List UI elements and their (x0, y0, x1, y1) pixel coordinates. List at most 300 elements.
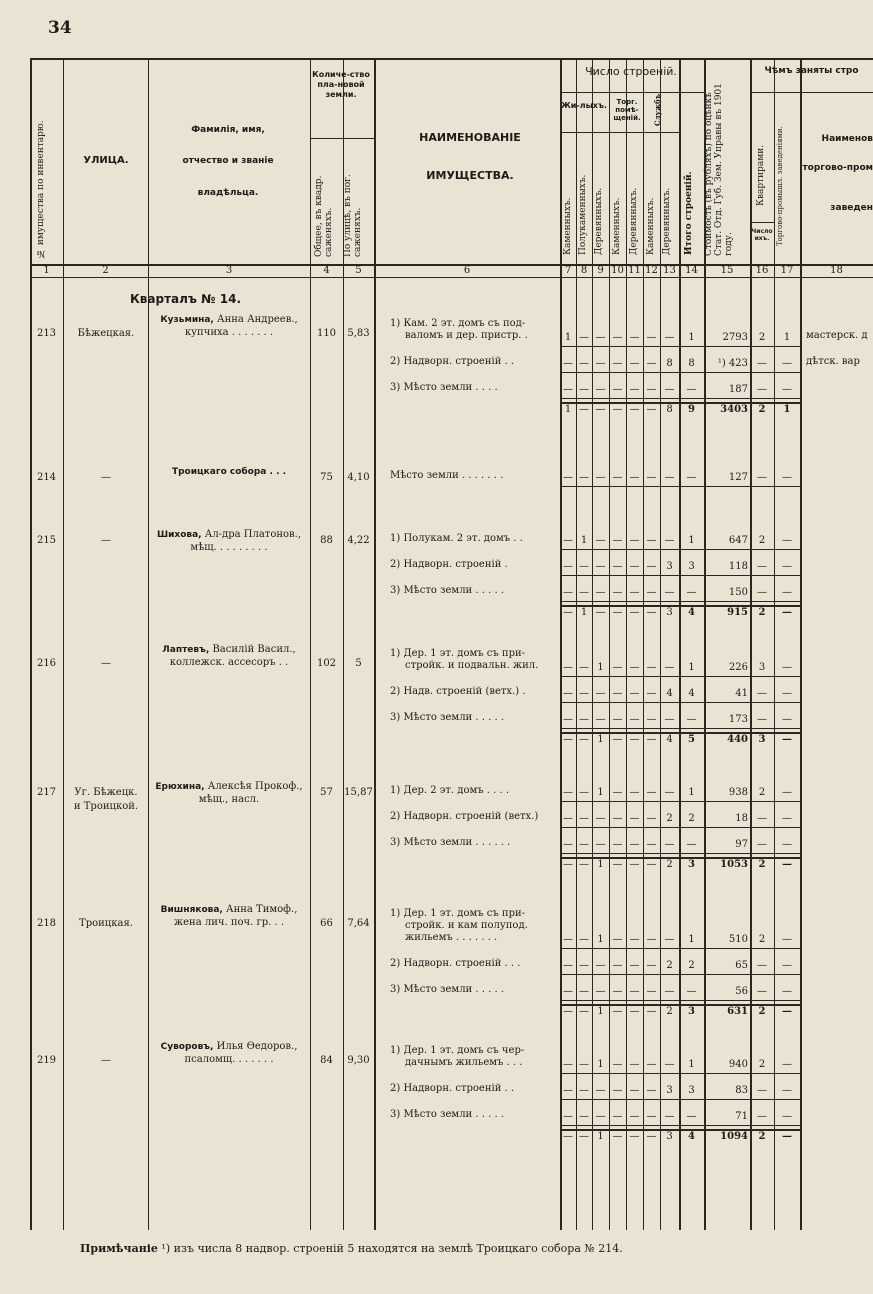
building-count: — (579, 384, 589, 395)
building-count: — (579, 839, 589, 850)
numrow-bottom-border (30, 277, 873, 278)
sum-apartments: 2 (758, 1131, 766, 1142)
grid-vline (609, 58, 610, 1230)
sum-building-count: — (612, 1131, 623, 1142)
sum-building-count: — (579, 734, 589, 745)
apartments-count: — (757, 839, 767, 850)
trade-count: — (782, 1059, 792, 1070)
column-number-13: 13 (663, 265, 676, 276)
owner-surname: Кузьмина, (160, 315, 214, 325)
building-count: — (579, 934, 589, 945)
building-count: 2 (666, 960, 673, 971)
table-top-border (30, 58, 873, 60)
header-service: Службъ (653, 93, 662, 126)
building-count: — (595, 688, 606, 699)
building-count: 1 (597, 1059, 604, 1070)
building-count: — (563, 662, 573, 673)
buildings-total: 1 (688, 787, 695, 798)
building-count: — (629, 813, 640, 824)
sum-building-count: — (629, 1006, 640, 1017)
trade-name: дѣтск. вар (806, 356, 860, 367)
building-count: — (629, 1111, 640, 1122)
sum-total: 4 (688, 607, 695, 618)
building-count: — (664, 986, 675, 997)
building-count: — (563, 561, 573, 572)
grid-vline (626, 58, 627, 1230)
frontage: 7,64 (347, 918, 370, 929)
building-count: — (646, 688, 657, 699)
trade-count: — (782, 714, 792, 725)
land-area: 102 (316, 658, 337, 669)
item-name: 2) Надворн. строеній . . (390, 1083, 515, 1094)
header-col8: Полукаменныхъ. (578, 174, 588, 255)
building-count: — (629, 787, 640, 798)
entry-number: 218 (36, 918, 57, 929)
sum-value: 1094 (720, 1131, 748, 1142)
header-col45: Количе-ство пла-новой земли. (312, 70, 370, 99)
building-count: — (595, 1111, 606, 1122)
sum-value: 440 (727, 734, 748, 745)
building-count: — (612, 688, 623, 699)
building-count: — (646, 934, 657, 945)
header-col14: Итого строеній. (684, 171, 694, 255)
header-col12: Каменныхъ. (646, 197, 656, 255)
column-number-17: 17 (780, 265, 794, 276)
owner-name (150, 529, 308, 540)
building-count: — (595, 384, 606, 395)
trade-count: 1 (783, 332, 791, 343)
trade-count: — (782, 813, 792, 824)
header-col5: По улицѣ, въ пог. саженяхъ. (343, 174, 363, 257)
owner-given: Алексѣя Прокоф., (204, 781, 303, 792)
item-name: 3) Мѣсто земли . . . . . (390, 712, 504, 723)
item-value: 118 (728, 561, 748, 572)
item-name-line2: дачнымъ жильемъ . . . (405, 1057, 523, 1068)
building-count: — (563, 1059, 573, 1070)
item-value: 56 (735, 986, 748, 997)
sum-building-count: — (646, 1006, 657, 1017)
header-col18-a: Наименов (821, 134, 873, 144)
sum-building-count: — (629, 607, 640, 618)
apartments-count: — (757, 813, 767, 824)
frontage: 4,10 (347, 472, 370, 483)
building-count: — (563, 1085, 573, 1096)
sum-value: 915 (727, 607, 748, 618)
frontage: 5 (355, 658, 362, 669)
trade-count: — (782, 662, 792, 673)
item-value: 65 (735, 960, 748, 971)
header-col7: Каменныхъ. (563, 197, 573, 255)
building-count: — (595, 561, 606, 572)
trade-count: — (782, 561, 792, 572)
item-underline (560, 728, 800, 729)
building-count: — (629, 587, 640, 598)
apartments-count: — (757, 688, 767, 699)
building-count: — (612, 561, 623, 572)
buildings-total: 3 (688, 561, 695, 572)
owner-given: Анна Андреев., (213, 314, 298, 325)
building-count: — (664, 587, 675, 598)
item-name: 2) Надворн. строеній (ветх.) (390, 811, 539, 822)
item-name: 1) Дер. 1 эт. домъ съ при- (390, 908, 526, 919)
item-name: Мѣсто земли . . . . . . . (390, 470, 504, 481)
building-count: 4 (666, 688, 673, 699)
building-count: — (646, 358, 657, 369)
item-value: 510 (728, 934, 748, 945)
building-count: — (646, 986, 657, 997)
land-area: 75 (320, 472, 333, 483)
building-count: — (595, 1085, 606, 1096)
item-underline (560, 575, 800, 576)
item-underline (560, 398, 800, 399)
trade-count: — (782, 587, 792, 598)
owner-name (150, 781, 308, 792)
column-number-18: 18 (830, 265, 843, 276)
item-value: 938 (728, 787, 748, 798)
item-underline (560, 1000, 800, 1001)
building-count: — (612, 332, 623, 343)
building-count: — (646, 714, 657, 725)
building-count: — (579, 662, 589, 673)
trade-count: — (782, 358, 792, 369)
header-col11: Деревянныхъ. (629, 187, 639, 255)
buildings-total: 1 (688, 662, 695, 673)
building-count: — (595, 986, 606, 997)
sum-building-count: — (563, 1006, 573, 1017)
item-name: 3) Мѣсто земли . . . . . . (390, 837, 511, 848)
sum-building-count: — (612, 607, 623, 618)
street: — (101, 658, 111, 669)
building-count: — (664, 332, 675, 343)
sum-trade: — (782, 1006, 792, 1017)
header-col16-sub: Число ихъ. (751, 228, 773, 242)
sum-apartments: 3 (758, 734, 766, 745)
frontage: 15,87 (344, 787, 373, 798)
column-number-1: 1 (43, 265, 50, 276)
header-col17: Торгово-промышл. заведеніями. (776, 126, 784, 246)
header-buildings: Число строеній. (585, 65, 677, 78)
header-trade: Торг. помѣ-щеній. (613, 98, 641, 122)
column-number-3: 3 (225, 265, 233, 276)
owner-given: Ал-дра Платонов., (201, 529, 302, 540)
entry-number: 213 (36, 328, 57, 339)
header-sub-line (750, 222, 774, 223)
owner-name (150, 314, 308, 325)
building-count: — (646, 1111, 657, 1122)
item-underline (560, 853, 800, 854)
trade-count: — (782, 986, 792, 997)
buildings-total: 3 (688, 1085, 695, 1096)
sum-apartments: 2 (758, 859, 766, 870)
owner-name (150, 904, 308, 915)
trade-count: — (782, 839, 792, 850)
apartments-count: — (757, 358, 767, 369)
sum-building-count: — (563, 859, 573, 870)
owner-title: мѣщ., насл. (198, 794, 260, 805)
owner-given: Василій Васил., (209, 644, 296, 655)
building-count: — (629, 934, 640, 945)
building-count: — (629, 714, 640, 725)
building-count: 1 (597, 787, 604, 798)
owner-title: псаломщ. . . . . . . (184, 1054, 274, 1065)
item-name-line2: валомъ и дер. пристр. . (405, 330, 528, 341)
building-count: — (563, 960, 573, 971)
building-count: — (563, 986, 573, 997)
apartments-count: 2 (758, 934, 766, 945)
sum-value: 631 (727, 1006, 748, 1017)
header-sub-line (560, 92, 704, 93)
item-value: 127 (728, 472, 748, 483)
building-count: — (579, 787, 589, 798)
sum-building-count: 1 (597, 1131, 604, 1142)
item-name: 2) Надворн. строеній . . (390, 356, 515, 367)
frontage: 9,30 (347, 1055, 370, 1066)
apartments-count: — (757, 587, 767, 598)
sum-building-count: — (612, 404, 623, 415)
grid-vline (560, 58, 562, 1230)
buildings-total: — (686, 587, 697, 598)
building-count: — (595, 960, 606, 971)
sum-building-count: — (595, 607, 606, 618)
owner-name (150, 1041, 308, 1052)
owner-surname: Вишнякова, (160, 905, 223, 915)
building-count: 3 (666, 1085, 673, 1096)
sum-building-count: — (563, 1131, 573, 1142)
building-count: — (612, 714, 623, 725)
building-count: 3 (666, 561, 673, 572)
column-number-15: 15 (720, 265, 734, 276)
item-name: 1) Дер. 1 эт. домъ съ при- (390, 648, 526, 659)
building-count: — (612, 1111, 623, 1122)
sum-value: 1053 (720, 859, 748, 870)
building-count: — (612, 960, 623, 971)
sum-building-count: 1 (597, 734, 604, 745)
header-col16: Квартирами. (756, 144, 766, 206)
sum-building-count: — (629, 734, 640, 745)
apartments-count: — (757, 714, 767, 725)
building-count: — (563, 714, 573, 725)
building-count: — (612, 839, 623, 850)
building-count: — (629, 960, 640, 971)
building-count: 1 (580, 535, 588, 546)
building-count: — (629, 688, 640, 699)
building-count: — (629, 662, 640, 673)
sum-building-count: — (646, 404, 657, 415)
building-count: — (646, 332, 657, 343)
grid-vline (63, 58, 64, 1230)
column-number-2: 2 (102, 265, 109, 276)
building-count: — (612, 472, 623, 483)
sum-building-count: — (579, 859, 589, 870)
header-col18-b: торгово-пром (802, 163, 873, 173)
item-underline (560, 486, 800, 487)
sum-building-count: 1 (564, 404, 572, 415)
item-name-line2: стройк. и подвальн. жил. (405, 660, 539, 671)
item-name: 3) Мѣсто земли . . . . . (390, 1109, 504, 1120)
building-count: — (629, 332, 640, 343)
land-area: 66 (320, 918, 333, 929)
building-count: — (646, 1085, 657, 1096)
building-count: — (595, 332, 606, 343)
building-count: — (579, 960, 589, 971)
sum-apartments: 2 (758, 1006, 766, 1017)
header-col3-c: владѣльца. (197, 188, 259, 198)
header-sub-line (750, 92, 873, 93)
building-count: — (629, 384, 640, 395)
building-count: — (664, 787, 675, 798)
land-area: 84 (320, 1055, 333, 1066)
grid-vline (643, 58, 644, 1230)
page-number: 34 (48, 18, 72, 38)
header-sub-line (560, 132, 679, 133)
street: Бѣжецкая. (77, 328, 135, 339)
building-count: 1 (597, 662, 604, 673)
building-count: — (563, 358, 573, 369)
street: Троицкая. (79, 918, 133, 929)
item-underline (560, 974, 800, 975)
item-name: 2) Надворн. строеній . (390, 559, 508, 570)
building-count: — (612, 813, 623, 824)
item-name: 3) Мѣсто земли . . . . . (390, 585, 504, 596)
building-count: — (595, 472, 606, 483)
trade-count: — (782, 787, 792, 798)
item-name: 1) Кам. 2 эт. домъ съ под- (390, 318, 526, 329)
building-count: — (612, 1085, 623, 1096)
buildings-total: — (686, 1111, 697, 1122)
sum-apartments: 2 (758, 404, 766, 415)
header-col6-a: НАИМЕНОВАНІЕ (419, 131, 521, 144)
building-count: — (629, 358, 640, 369)
item-underline (560, 1099, 800, 1100)
building-count: 8 (666, 358, 673, 369)
sum-building-count: — (646, 734, 657, 745)
apartments-count: — (757, 384, 767, 395)
apartments-count: — (757, 960, 767, 971)
land-area: 57 (320, 787, 333, 798)
sum-building-count: — (646, 859, 657, 870)
sum-building-count: — (612, 734, 623, 745)
grid-vline (374, 58, 376, 1230)
building-count: — (579, 813, 589, 824)
item-name: 1) Дер. 2 эт. домъ . . . . (390, 785, 510, 796)
item-value: 97 (735, 839, 748, 850)
trade-count: — (782, 1085, 792, 1096)
buildings-total: — (686, 714, 697, 725)
column-number-8: 8 (580, 265, 588, 276)
sum-building-count: 1 (597, 859, 604, 870)
building-count: — (664, 934, 675, 945)
building-count: — (664, 384, 675, 395)
sum-total: 3 (688, 1006, 695, 1017)
owner-surname: Лаптевъ, (162, 645, 210, 655)
street: Уг. Бѣжецк. (74, 787, 138, 798)
land-area: 110 (316, 328, 337, 339)
buildings-total: — (686, 472, 697, 483)
owner-title: купчиха . . . . . . . (184, 327, 274, 338)
header-col3-a: Фамилія, имя, (191, 125, 265, 135)
owner-given: Илья Ѳедоров., (213, 1041, 298, 1052)
building-count: — (646, 662, 657, 673)
building-count: — (579, 1085, 589, 1096)
column-number-16: 16 (755, 265, 769, 276)
building-count: — (646, 787, 657, 798)
trade-count: — (782, 934, 792, 945)
building-count: — (646, 813, 657, 824)
building-count: — (612, 986, 623, 997)
item-underline (560, 948, 800, 949)
frontage: 5,83 (347, 328, 370, 339)
header-col15: Стоимость (въ рубляхъ) по оцѣнкѣ Стат. Отд. Губ. Зем. Управы въ 1901 году. (704, 83, 734, 256)
item-underline (560, 676, 800, 677)
item-underline (560, 827, 800, 828)
sum-building-count: 4 (666, 734, 673, 745)
grid-vline (592, 58, 593, 1230)
building-count: — (612, 934, 623, 945)
footnote-label: Примѣчаніе (80, 1242, 158, 1255)
buildings-total: 8 (688, 358, 695, 369)
sum-total: 4 (688, 1131, 695, 1142)
buildings-total: — (686, 986, 697, 997)
item-value: ¹) 423 (717, 358, 748, 369)
apartments-count: 3 (758, 662, 766, 673)
building-count: — (595, 714, 606, 725)
building-count: — (629, 986, 640, 997)
header-sub-line (310, 138, 374, 139)
owner-given: Анна Тимоф., (222, 904, 298, 915)
building-count: 2 (666, 813, 673, 824)
building-count: — (579, 986, 589, 997)
item-value: 83 (735, 1085, 748, 1096)
building-count: — (579, 688, 589, 699)
building-count: — (629, 1059, 640, 1070)
item-underline (560, 601, 800, 602)
sum-building-count: — (646, 1131, 657, 1142)
footnote-text: ¹) изъ числа 8 надвор. строеній 5 находятся на землѣ Троицкаго собора № 214. (157, 1242, 623, 1255)
item-name: 2) Надв. строеній (ветх.) . (390, 686, 526, 697)
building-count: — (579, 332, 589, 343)
column-number-7: 7 (564, 265, 572, 276)
column-number-4: 4 (323, 265, 330, 276)
building-count: — (664, 1111, 675, 1122)
building-count: — (563, 535, 573, 546)
sum-building-count: — (629, 404, 640, 415)
sum-trade: 1 (783, 404, 791, 415)
building-count: — (563, 1111, 573, 1122)
building-count: — (646, 1059, 657, 1070)
building-count: — (646, 472, 657, 483)
building-count: — (579, 1111, 589, 1122)
building-count: — (579, 1059, 589, 1070)
building-count: 1 (564, 332, 572, 343)
building-count: — (612, 384, 623, 395)
trade-count: — (782, 960, 792, 971)
grid-vline (660, 58, 661, 1230)
buildings-total: 2 (688, 960, 695, 971)
building-count: — (664, 714, 675, 725)
column-number-10: 10 (611, 265, 624, 276)
column-number-14: 14 (685, 265, 698, 276)
grid-vline (576, 58, 577, 1230)
building-count: — (629, 535, 640, 546)
apartments-count: — (757, 561, 767, 572)
frontage: 4,22 (347, 535, 370, 546)
item-name: 2) Надворн. строеній . . . (390, 958, 521, 969)
item-underline (560, 346, 800, 347)
building-count: — (563, 688, 573, 699)
sum-building-count: — (579, 404, 589, 415)
buildings-total: 2 (688, 813, 695, 824)
header-col2: УЛИЦА. (83, 155, 129, 166)
